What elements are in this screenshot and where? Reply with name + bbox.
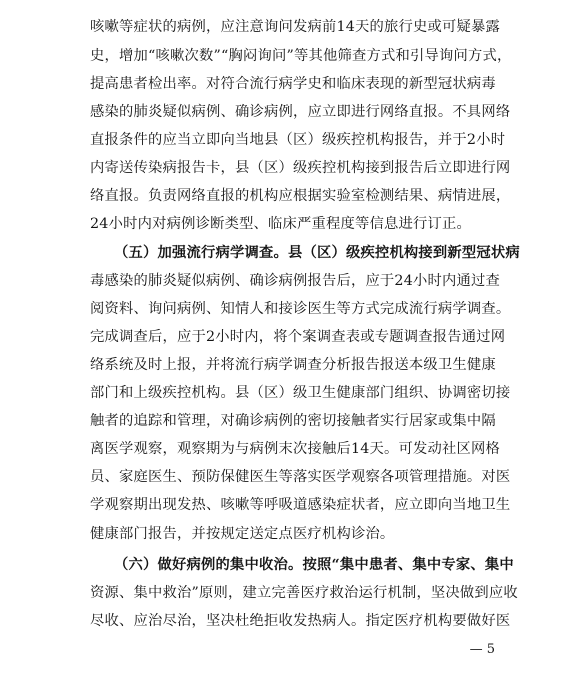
body-text-line: 络直报。负责网络直报的机构应根据实验室检测结果、病情进展， <box>90 188 511 204</box>
body-text-line: 完成调查后，应于2小时内，将个案调查表或专题调查报告通过网 <box>90 329 506 345</box>
body-text-line: 资源、集中救治”原则，建立完善医疗救治运行机制，坚决做到应收 <box>90 585 518 601</box>
body-text-line: 阅资料、询问病例、知情人和接诊医生等方式完成流行病学调查。 <box>90 301 511 317</box>
body-text-line: 直报条件的应当立即向当地县（区）级疾控机构报告，并于2小时 <box>90 132 506 148</box>
body-text-line: 离医学观察，观察期为与病例末次接触后14天。可发动社区网格 <box>90 441 501 457</box>
page-number: — 5 <box>469 642 495 657</box>
section-six-heading-line: （六）做好病例的集中收治。按照“集中患者、集中专家、集中 <box>114 557 514 573</box>
body-text-line: 触者的追踪和管理，对确诊病例的密切接触者实行居家或集中隔 <box>90 413 496 429</box>
body-text-line: 学观察期出现发热、咳嗽等呼吸道感染症状者，应立即向当地卫生 <box>90 497 511 513</box>
body-text-line: 员、家庭医生、预防保健医生等落实医学观察各项管理措施。对医 <box>90 469 511 485</box>
body-text-line: 提高患者检出率。对符合流行病学史和临床表现的新型冠状病毒 <box>90 76 496 92</box>
body-text-line: 史，增加“咳嗽次数”“胸闷询问”等其他筛查方式和引导询问方式， <box>90 48 512 64</box>
section-five-heading-line: （五）加强流行病学调查。县（区）级疾控机构接到新型冠状病 <box>114 245 520 261</box>
body-text-line: 健康部门报告，并按规定送定点医疗机构诊治。 <box>90 526 395 542</box>
body-text-line: 部门和上级疾控机构。县（区）级卫生健康部门组织、协调密切接 <box>90 385 511 401</box>
body-text-line: 尽收、应治尽治，坚决杜绝拒收发热病人。指定医疗机构要做好医 <box>90 613 511 629</box>
body-text-line: 感染的肺炎疑似病例、确诊病例，应立即进行网络直报。不具网络 <box>90 104 511 120</box>
body-text-line: 24小时内对病例诊断类型、临床严重程度等信息进行订正。 <box>90 216 472 232</box>
body-text-line: 络系统及时上报，并将流行病学调查分析报告报送本级卫生健康 <box>90 357 496 373</box>
body-text-line: 毒感染的肺炎疑似病例、确诊病例报告后，应于24小时内通过查 <box>90 273 501 289</box>
body-text-line: 咳嗽等症状的病例，应注意询问发病前14天的旅行史或可疑暴露 <box>90 19 501 35</box>
body-text-line: 内寄送传染病报告卡，县（区）级疾控机构接到报告后立即进行网 <box>90 160 511 176</box>
